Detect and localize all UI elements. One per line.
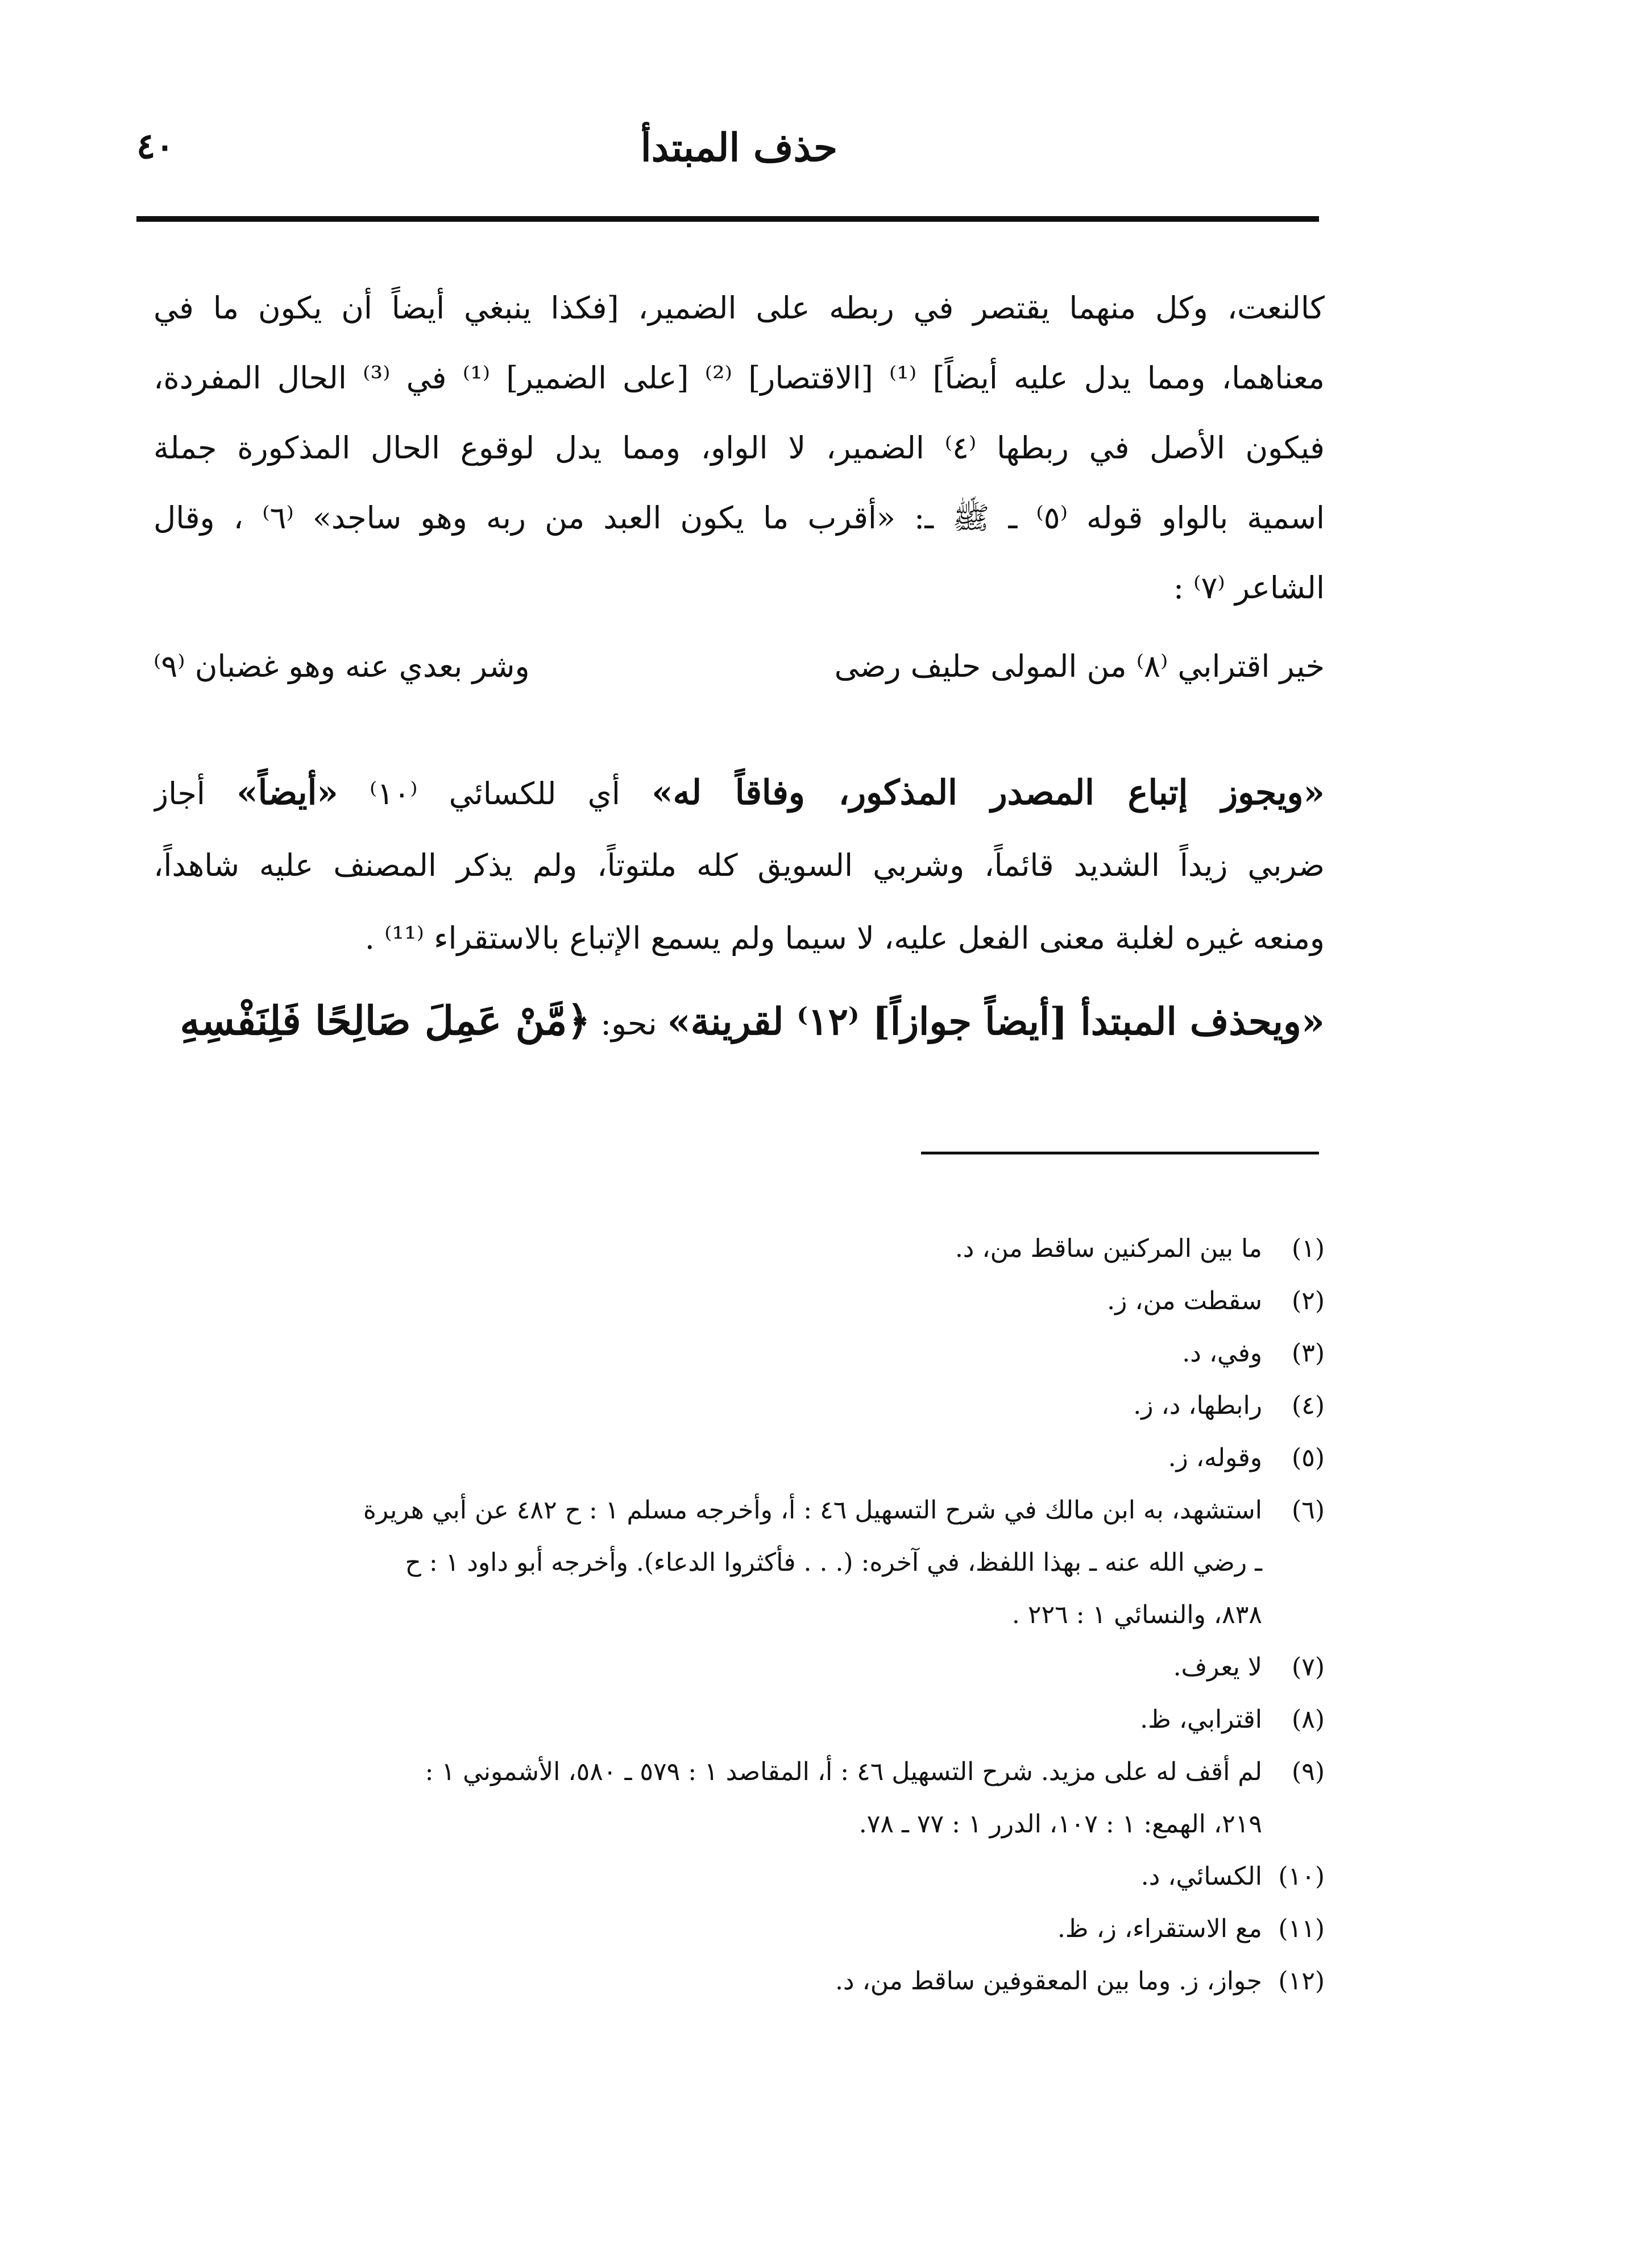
footnote-text: الكسائي، د. (1140, 1862, 1262, 1891)
body-line: ضربي زيداً الشديد قائماً، وشربي السويق كله ملتوتاً، ولم يذكر المصنف عليه شاهداً، (154, 847, 1325, 883)
footnote-text: جواز، ز. وما بين المعقوفين ساقط من، د. (835, 1967, 1262, 1996)
matn-text: «ويجوز إتباع المصدر المذكور، وفاقاً له» (652, 773, 1325, 813)
paragraph-1 (154, 273, 1325, 623)
footnote (154, 1641, 1325, 1694)
header-rule (136, 216, 1319, 222)
verse-second-hemistich: وشر بعدي عنه وهو غضبان ⁽٩⁾ (154, 648, 530, 684)
footnote (154, 1275, 1325, 1327)
footnote-text: وفي، د. (1182, 1339, 1262, 1368)
footnote (154, 1851, 1325, 1903)
body-line: الشاعر ⁽٧⁾ : (1173, 570, 1325, 606)
body-line: كالنعت، وكل منهما يقتصر في ربطه على الضمير، [فكذا ينبغي أيضاً أن يكون ما في (154, 290, 1325, 326)
footnote-text: مع الاستقراء، ز، ظ. (1057, 1914, 1262, 1943)
footnote-number: (٤) (1292, 1391, 1325, 1420)
footnote-continuation: ٨٣٨، والنسائي ١ : ٢٢٦ . (1011, 1600, 1262, 1629)
footnote-text: ما بين المركنين ساقط من، د. (955, 1234, 1262, 1263)
matn-text: «أيضاً» (237, 773, 338, 813)
footnote (154, 1432, 1325, 1484)
footnote-continuation: ـ رضي الله عنه ـ بهذا اللفظ، في آخره: (. . . فأكثروا الدعاء). وأخرجه أبو داود ١ : ح (405, 1548, 1262, 1577)
commentary-text: نحو: (590, 1005, 667, 1042)
body-line: اسمية بالواو قوله ⁽٥⁾ ـ ﷺ ـ: «أقرب ما يكون العبد من ربه وهو ساجد» ⁽٦⁾ ، وقال (154, 500, 1325, 536)
footnote-number: (٧) (1292, 1653, 1325, 1682)
footnote-number: (١٢) (1278, 1967, 1325, 1996)
footnote (154, 1903, 1325, 1955)
footnote (154, 1327, 1325, 1380)
footnote-text: رابطها، د، ز. (1133, 1391, 1262, 1420)
footnote (154, 1484, 1325, 1641)
matn-text: «ويحذف المبتدأ [أيضاً جوازاً] ⁽١٢⁾ لقرينة» (667, 999, 1325, 1044)
footnote (154, 1955, 1325, 2008)
footnote-number: (٦) (1292, 1496, 1325, 1525)
footnote-number: (٥) (1292, 1443, 1325, 1472)
footnote-number: (١١) (1278, 1914, 1325, 1943)
footnote-number: (٣) (1292, 1339, 1325, 1368)
footnote-number: (١) (1292, 1234, 1325, 1263)
footnote-number: (٩) (1292, 1757, 1325, 1786)
verse-first-hemistich: خير اقترابي ⁽٨⁾ من المولى حليف رضى (834, 648, 1325, 684)
footnote-text: وقوله، ز. (1168, 1443, 1262, 1472)
footnote-text: اقترابي، ظ. (1140, 1705, 1262, 1734)
footnote (154, 1380, 1325, 1432)
footnote (154, 1746, 1325, 1851)
body-line: فيكون الأصل في ربطها ⁽٤⁾ الضمير، لا الواو، ومما يدل لوقوع الحال المذكورة جملة (154, 430, 1325, 466)
quran-verse: ﴿مَّنْ عَمِلَ صَالِحًا فَلِنَفْسِهِ (180, 997, 591, 1044)
commentary-text: أي للكسائي ⁽١٠⁾ (338, 776, 652, 812)
footnote (154, 1694, 1325, 1746)
footnote-text: سقطت من، ز. (1107, 1286, 1262, 1315)
page-header (136, 114, 1319, 182)
footnotes (154, 1223, 1325, 2008)
footnote-text: لم أقف له على مزيد. شرح التسهيل ٤٦ : أ، المقاصد ١ : ٥٧٩ ـ ٥٨٠، الأشموني ١ : (425, 1757, 1262, 1786)
footnote-number: (٢) (1292, 1286, 1325, 1315)
paragraph-2 (154, 756, 1325, 975)
footnote (154, 1223, 1325, 1275)
body-line: ومنعه غيره لغلبة معنى الفعل عليه، لا سيما ولم يسمع الإتباع بالاستقراء ⁽¹¹⁾ . (364, 920, 1325, 956)
body-line: معناهما، ومما يدل عليه أيضاً] ⁽¹⁾ [الاقتصار] ⁽²⁾ [على الضمير] ⁽¹⁾ في ⁽³⁾ الحال المفردة، (154, 360, 1325, 396)
footnote-text: لا يعرف. (1173, 1653, 1262, 1682)
footnote-separator (921, 1152, 1319, 1154)
paragraph-3 (142, 978, 1325, 1063)
page-number: ٤٠ (136, 125, 175, 167)
poetry-verse (154, 648, 1325, 711)
footnote-number: (١٠) (1278, 1862, 1325, 1891)
commentary-text: أجاز (154, 776, 237, 812)
body-line (154, 756, 1325, 829)
footnote-text: استشهد، به ابن مالك في شرح التسهيل ٤٦ : أ، وأخرجه مسلم ١ : ح ٤٨٢ عن أبي هريرة (363, 1496, 1262, 1525)
running-title: حذف المبتدأ (640, 125, 838, 171)
footnote-number: (٨) (1292, 1705, 1325, 1734)
footnote-continuation: ٢١٩، الهمع: ١ : ١٠٧، الدرر ١ : ٧٧ ـ ٧٨. (858, 1810, 1262, 1839)
